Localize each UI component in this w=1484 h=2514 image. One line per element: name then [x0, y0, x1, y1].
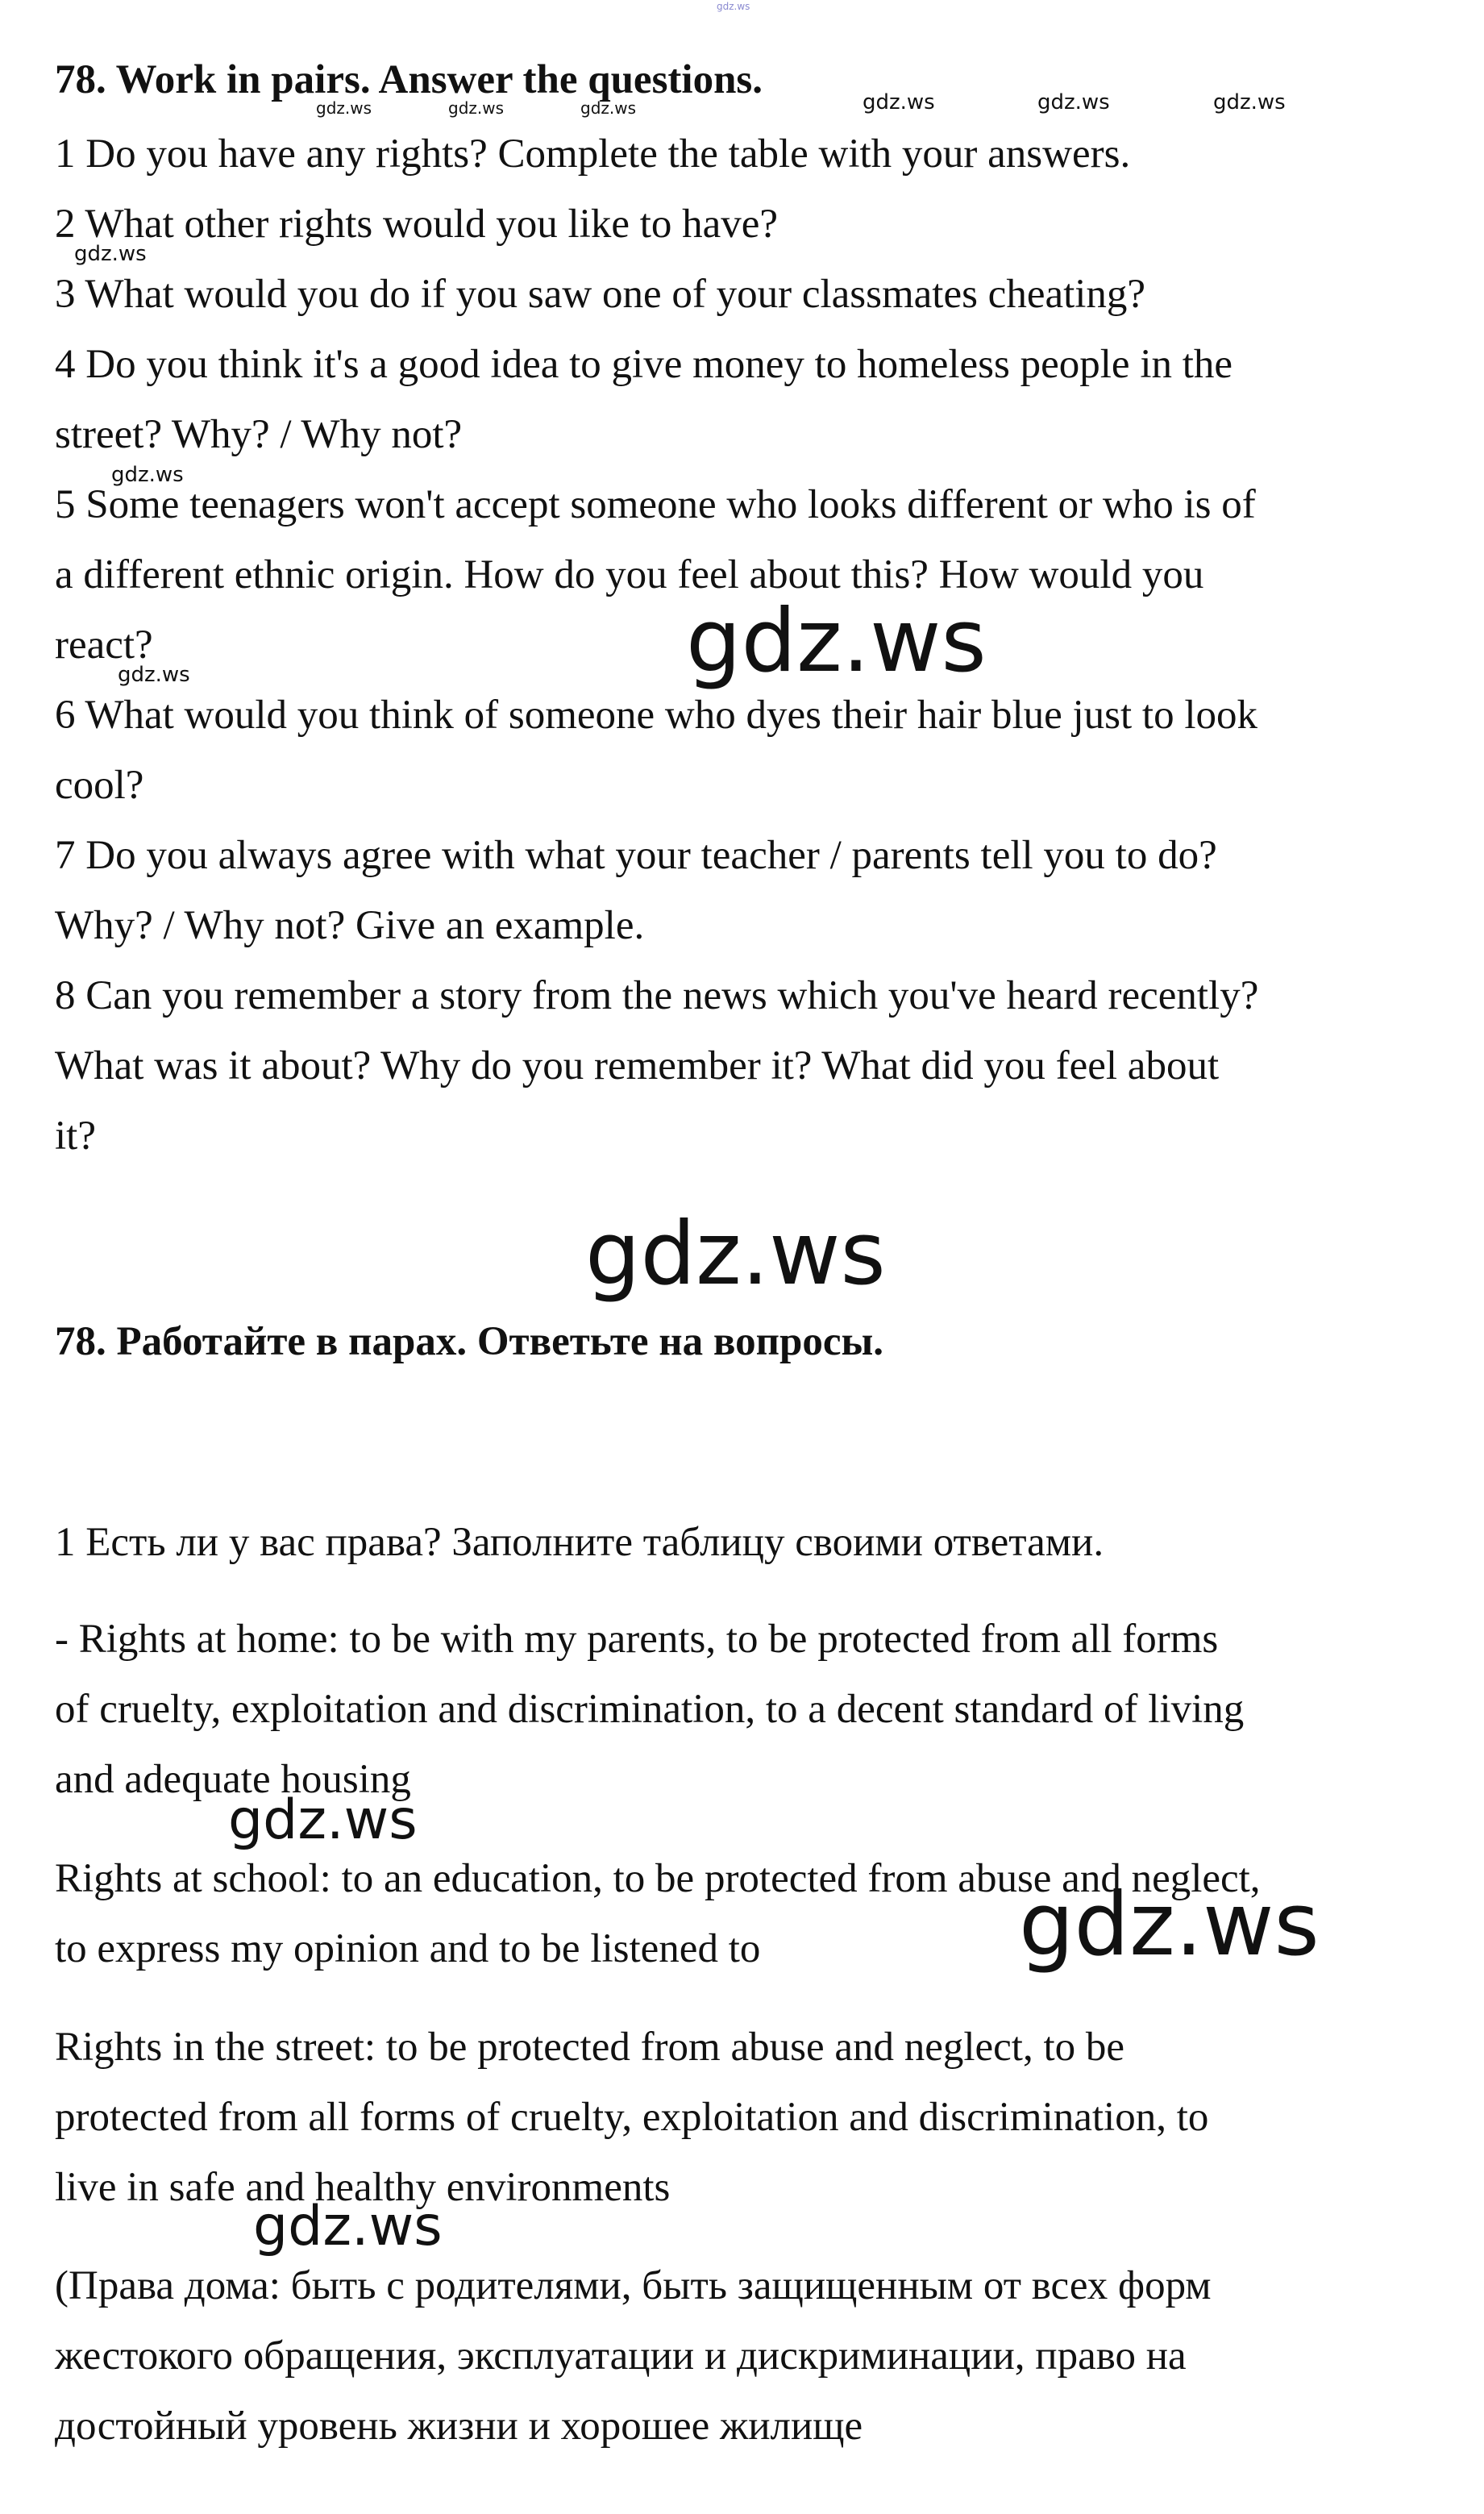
watermark-small-3: gdz.ws	[580, 98, 637, 118]
answer-line: live in safe and healthy environments	[55, 2165, 671, 2210]
answer-ru-line: жестокого обращения, эксплуатации и дискриминации, право на	[55, 2333, 1187, 2379]
answer-line: Rights in the street: to be protected from abuse and neglect, to be	[55, 2025, 1125, 2070]
watermark-top: gdz.ws	[717, 1, 750, 12]
answer-ru-line: (Права дома: быть с родителями, быть защищенным от всех форм	[55, 2263, 1212, 2308]
question-line: Why? / Why not? Give an example.	[55, 903, 645, 948]
question-line: 5 Some teenagers won't accept someone who looks different or who is of	[55, 482, 1256, 527]
watermark-left-2: gdz.ws	[111, 463, 184, 487]
question-line: 4 Do you think it's a good idea to give money to homeless people in the	[55, 342, 1233, 387]
question-line: cool?	[55, 763, 144, 808]
question-line: 7 Do you always agree with what your teacher / parents tell you to do?	[55, 833, 1217, 878]
answer-line: and adequate housing	[55, 1757, 411, 1802]
answer-line: Rights at school: to an education, to be protected from abuse and neglect,	[55, 1856, 1261, 1901]
answer-ru-line: достойный уровень жизни и хорошее жилище	[55, 2404, 863, 2449]
translation-question: 1 Есть ли у вас права? Заполните таблицу своими ответами.	[55, 1520, 1104, 1565]
question-line: street? Why? / Why not?	[55, 412, 463, 457]
watermark-big-2: gdz.ws	[585, 1204, 886, 1305]
watermark-left-1: gdz.ws	[74, 242, 147, 266]
answer-line: of cruelty, exploitation and discrimination, to a decent standard of living	[55, 1687, 1245, 1732]
exercise-heading: 78. Work in pairs. Answer the questions.	[55, 57, 763, 102]
watermark-mid-2: gdz.ws	[253, 2195, 443, 2258]
watermark-small-5: gdz.ws	[1037, 90, 1110, 114]
watermark-small-4: gdz.ws	[863, 90, 935, 114]
watermark-small-2: gdz.ws	[448, 98, 505, 118]
question-line: What was it about? Why do you remember it? What did you feel about	[55, 1043, 1220, 1088]
question-line: a different ethnic origin. How do you feel about this? How would you	[55, 552, 1204, 597]
translation-heading: 78. Работайте в парах. Ответьте на вопросы.	[55, 1319, 884, 1364]
watermark-big-1: gdz.ws	[686, 591, 987, 692]
answer-line: protected from all forms of cruelty, exploitation and discrimination, to	[55, 2095, 1209, 2140]
question-line: 8 Can you remember a story from the news which you've heard recently?	[55, 973, 1259, 1018]
watermark-mid-1: gdz.ws	[228, 1788, 418, 1852]
question-line: 2 What other rights would you like to have?	[55, 202, 779, 247]
answer-line: - Rights at home: to be with my parents, to be protected from all forms	[55, 1617, 1219, 1662]
question-line: it?	[55, 1113, 96, 1159]
question-line: 3 What would you do if you saw one of your classmates cheating?	[55, 272, 1146, 317]
question-line: 1 Do you have any rights? Complete the table with your answers.	[55, 131, 1131, 177]
watermark-small-6: gdz.ws	[1213, 90, 1286, 114]
question-line: react?	[55, 622, 153, 668]
question-line: 6 What would you think of someone who dyes their hair blue just to look	[55, 693, 1258, 738]
watermark-left-3: gdz.ws	[118, 663, 190, 687]
watermark-small-1: gdz.ws	[316, 98, 372, 118]
watermark-big-right: gdz.ws	[1019, 1875, 1320, 1975]
answer-line: to express my opinion and to be listened to	[55, 1926, 761, 1971]
